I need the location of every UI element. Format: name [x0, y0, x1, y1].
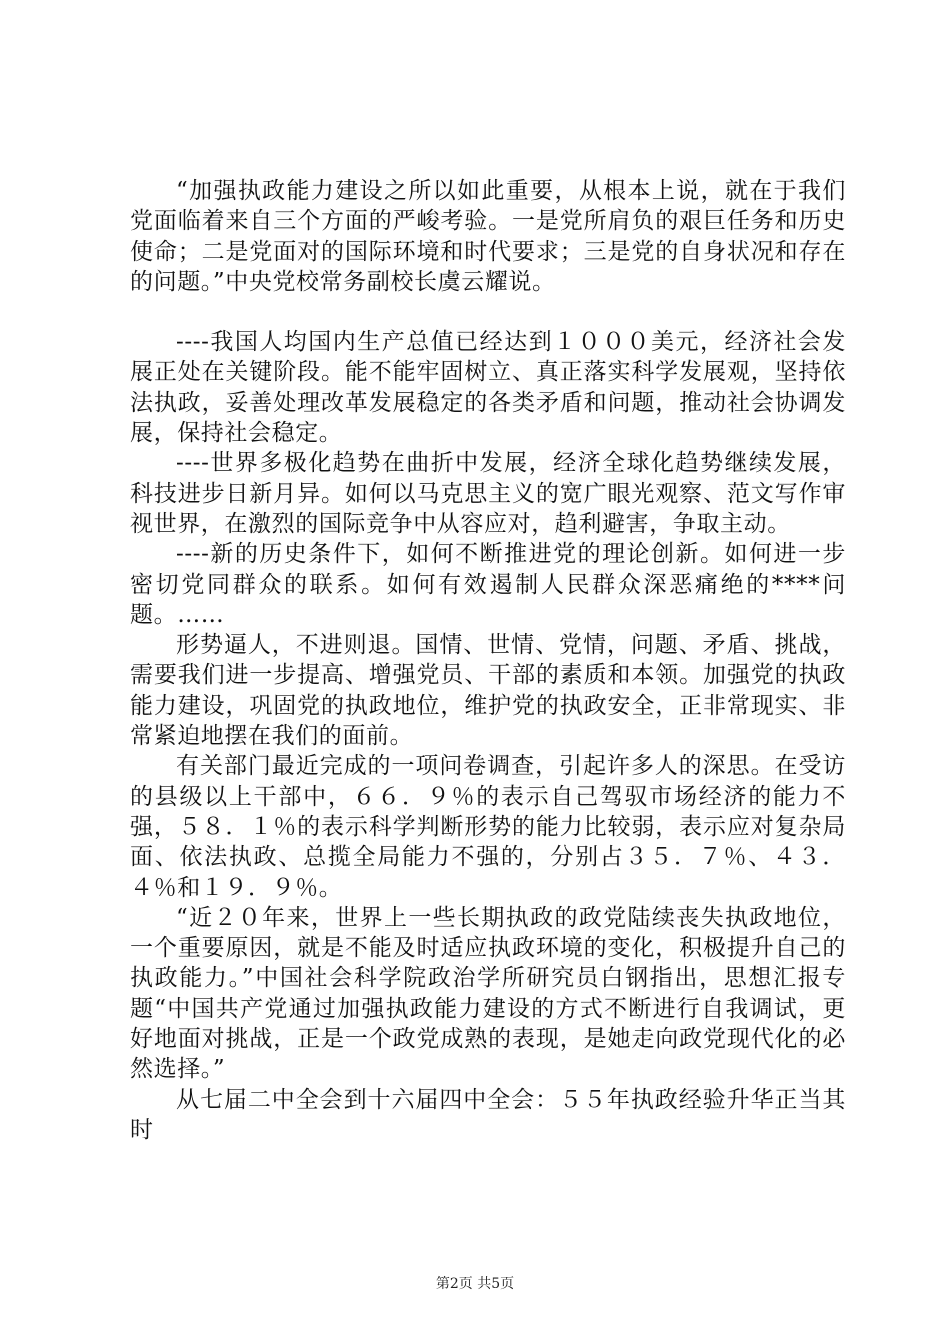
- paragraph-world-multipolar: ----世界多极化趋势在曲折中发展，经济全球化趋势继续发展，科技进步日新月异。如何以马克思主义的宽广眼光观察、范文写作审视世界，在激烈的国际竞争中从容应对，趋利避害，争取主动。: [130, 450, 846, 537]
- paragraph-section-heading: 从七届二中全会到十六届四中全会：５５年执政经验升华正当其时: [130, 1086, 846, 1143]
- paragraph-theory-innovation: ----新的历史条件下，如何不断推进党的理论创新。如何进一步密切党同群众的联系。如何有效遏制人民群众深恶痛绝的****问题。……: [130, 541, 846, 628]
- page-footer: [0, 1273, 950, 1293]
- page-indicator: 第2页 共5页: [435, 1276, 515, 1292]
- paragraph-survey-results: 有关部门最近完成的一项问卷调查，引起许多人的深思。在受访的县级以上干部中，６６．９％的表示自己驾驭市场经济的能力不强，５８．１％的表示科学判断形势的能力比较弱，表示应对复杂局面、依法执政、总揽全局能力不强的，分别占３５．７％、４３．４％和１９．９％。: [130, 753, 846, 901]
- document-body: [130, 176, 846, 1145]
- paragraph-quote-three-tests: “加强执政能力建设之所以如此重要，从根本上说，就在于我们党面临着来自三个方面的严峻考验。一是党所肩负的艰巨任务和历史使命；二是党面对的国际环境和时代要求；三是党的自身状况和存在的问题。”中央党校常务副校长虞云耀说。: [130, 178, 846, 295]
- paragraph-gdp-stage: ----我国人均国内生产总值已经达到１０００美元，经济社会发展正处在关键阶段。能不能牢固树立、真正落实科学发展观，坚持依法执政，妥善处理改革发展稳定的各类矛盾和问题，推动社会协调发展，保持社会稳定。: [130, 329, 846, 447]
- paragraph-gap: [130, 297, 846, 327]
- paragraph-situation-pressing: 形势逼人，不进则退。国情、世情、党情，问题、矛盾、挑战，需要我们进一步提高、增强党员、干部的素质和本领。加强党的执政能力建设，巩固党的执政地位，维护党的执政安全，正非常现实、非常紧迫地摆在我们的面前。: [130, 632, 846, 750]
- paragraph-quote-bai-gang: “近２０年来，世界上一些长期执政的政党陆续丧失执政地位，一个重要原因，就是不能及时适应执政环境的变化，积极提升自己的执政能力。”中国社会科学院政治学所研究员白钢指出，思想汇报专题“中国共产党通过加强执政能力建设的方式不断进行自我调试，更好地面对挑战，正是一个政党成熟的表现，是她走向政党现代化的必然选择。”: [130, 904, 846, 1083]
